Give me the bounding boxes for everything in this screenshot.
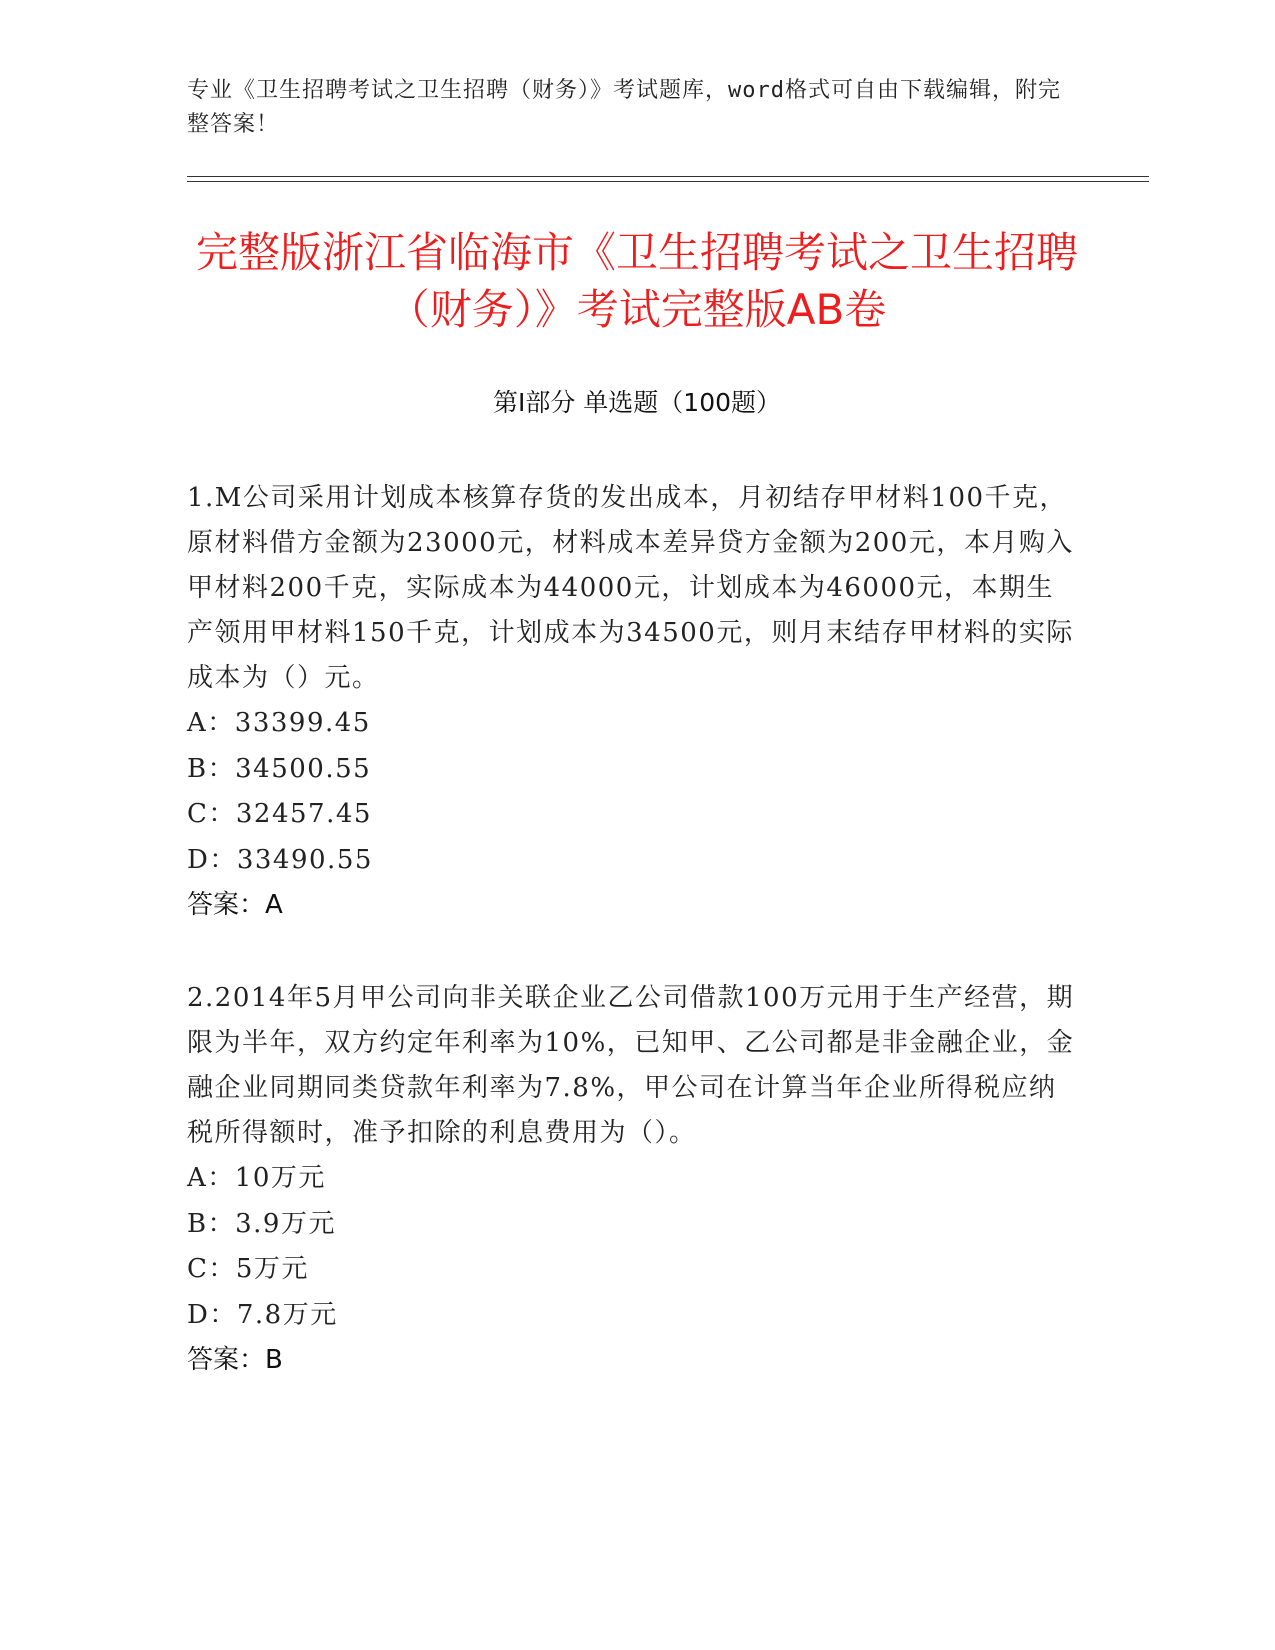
question-stem: 1.M公司采用计划成本核算存货的发出成本，月初结存甲材料100千克，原材料借方金额为23000元，材料成本差异贷方金额为200元，本月购入甲材料200千克，实际成本为44000元，计划成本为46000元，本期生产领用甲材料150千克，计划成本为34500元，则月末结存甲材料的实际成本为（）元。 bbox=[187, 483, 1074, 693]
question-stem: 2.2014年5月甲公司向非关联企业乙公司借款100万元用于生产经营，期限为半年，双方约定年利率为10%，已知甲、乙公司都是非金融企业，金融企业同期同类贷款年利率为7.8%，甲公司在计算当年企业所得税应纳税所得额时，准予扣除的利息费用为（）。 bbox=[187, 983, 1075, 1148]
question-1 bbox=[187, 476, 1077, 928]
header-divider-bottom bbox=[187, 181, 1149, 182]
option-a: A：33399.45 bbox=[187, 708, 371, 738]
section-title: 第I部分 单选题（100题） bbox=[492, 388, 782, 417]
document-title: 完整版浙江省临海市《卫生招聘考试之卫生招聘（财务）》考试完整版AB卷 bbox=[195, 228, 1078, 334]
question-2 bbox=[187, 976, 1077, 1383]
answer-line: 答案：B bbox=[187, 1345, 283, 1375]
option-b: B：3.9万元 bbox=[187, 1208, 336, 1239]
header-note: 专业《卫生招聘考试之卫生招聘（财务）》考试题库，word格式可自由下载编辑，附完整答案！ bbox=[187, 78, 1061, 137]
option-a: A：10万元 bbox=[187, 1163, 326, 1193]
option-c: C：5万元 bbox=[187, 1254, 309, 1284]
answer-line: 答案：A bbox=[187, 890, 283, 920]
header-divider-top bbox=[187, 176, 1149, 177]
option-d: D：7.8万元 bbox=[187, 1299, 338, 1330]
option-b: B：34500.55 bbox=[187, 753, 372, 784]
option-c: C：32457.45 bbox=[187, 799, 372, 829]
option-d: D：33490.55 bbox=[187, 844, 373, 875]
